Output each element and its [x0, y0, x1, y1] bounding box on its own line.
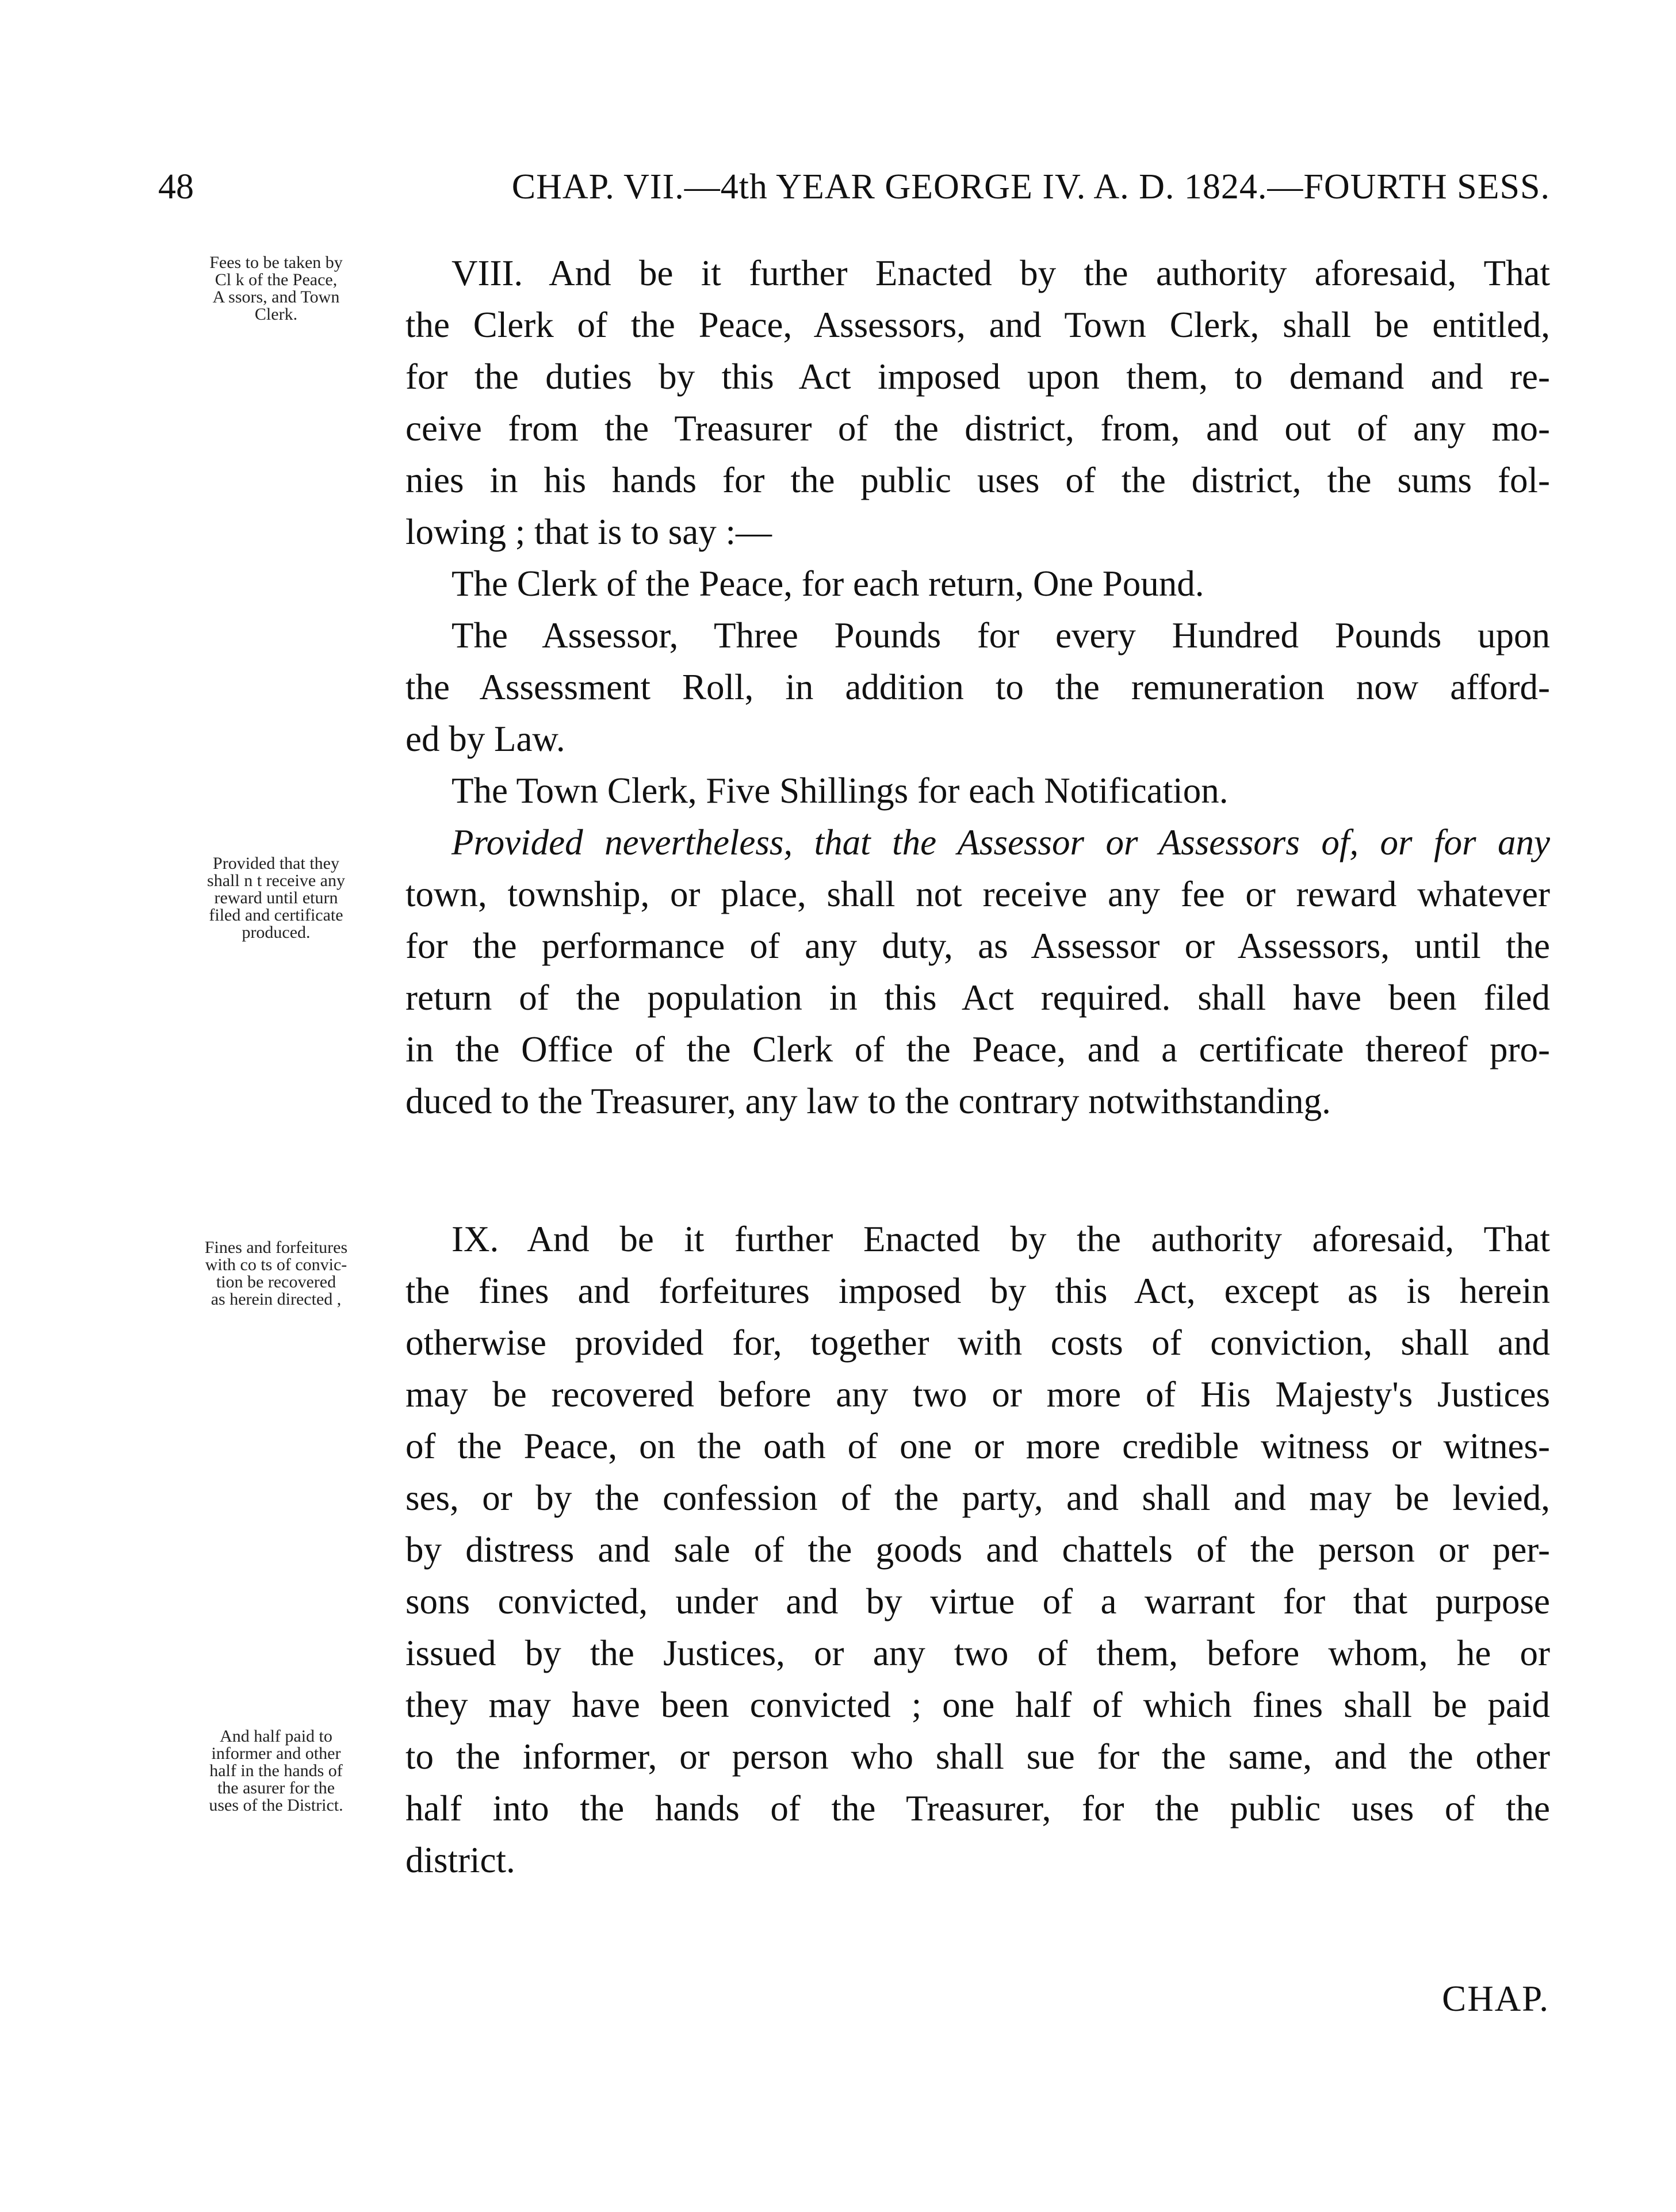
margin-note-line: shall n t receive any [207, 871, 345, 890]
running-head: CHAP. VII.—4th YEAR GEORGE IV. A. D. 1824.—FOURTH SESS. [511, 167, 1550, 206]
section-ix [405, 1213, 1550, 1886]
margin-note-line: Clerk. [254, 305, 298, 324]
margin-note-line: uses of the District. [209, 1796, 343, 1815]
text-line: lowing ; that is to say :— [405, 512, 772, 552]
margin-note-line: And half paid to [220, 1727, 332, 1746]
text-line: the Clerk of the Peace, Assessors, and Town Clerk, shall be entitled, [405, 305, 1550, 345]
margin-note-line: tion be recovered [216, 1272, 336, 1291]
clerk-fee-line: The Clerk of the Peace, for each return, One Pound. [451, 563, 1204, 604]
margin-note-half-paid [155, 1728, 397, 1814]
text-line: the fines and forfeitures imposed by this Act, except as is herein [405, 1271, 1550, 1311]
text-line: may be recovered before any two or more of His Majesty's Justices [405, 1374, 1550, 1414]
text-line: ceive from the Treasurer of the district, from, and out of any mo- [405, 408, 1550, 448]
margin-note-line: Fines and forfeitures [204, 1238, 348, 1257]
text-line: otherwise provided for, together with costs of conviction, shall and [405, 1322, 1550, 1363]
text-line: VIII. And be it further Enacted by the authority aforesaid, That [451, 253, 1550, 293]
text-line: they may have been convicted ; one half of which fines shall be paid [405, 1685, 1550, 1725]
assessor-fee-line: ed by Law. [405, 719, 565, 759]
assessor-fee-line: the Assessment Roll, in addition to the remuneration now afford- [405, 667, 1550, 707]
proviso-line: duced to the Treasurer, any law to the contrary notwithstanding. [405, 1081, 1331, 1121]
margin-note-line: Provided that they [213, 854, 339, 873]
text-line: sons convicted, under and by virtue of a warrant for that purpose [405, 1581, 1550, 1621]
text-line: issued by the Justices, or any two of them, before whom, he or [405, 1633, 1550, 1673]
assessor-fee-line: The Assessor, Three Pounds for every Hundred Pounds upon [451, 615, 1550, 655]
margin-note-proviso [155, 855, 397, 941]
proviso-line: Provided nevertheless, that the Assessor or Assessors of, or for any [451, 822, 1550, 862]
text-line: for the duties by this Act imposed upon them, to demand and re- [405, 356, 1550, 397]
margin-note-line: half in the hands of [209, 1761, 343, 1780]
margin-note-line: Fees to be taken by [209, 253, 343, 272]
margin-note-line: reward until eturn [214, 888, 338, 907]
text-line: of the Peace, on the oath of one or more credible witness or witnes- [405, 1426, 1550, 1466]
text-line: nies in his hands for the public uses of the district, the sums fol- [405, 460, 1550, 500]
margin-note-line: with co ts of convic- [205, 1255, 347, 1274]
text-line: by distress and sale of the goods and chattels of the person or per- [405, 1529, 1550, 1570]
text-line: to the informer, or person who shall sue for the same, and the other [405, 1736, 1550, 1777]
margin-note-fines [155, 1239, 397, 1308]
margin-note-line: the asurer for the [217, 1778, 335, 1797]
page-number: 48 [158, 167, 194, 206]
margin-note-line: A ssors, and Town [212, 287, 340, 306]
text-line: ses, or by the confession of the party, and shall and may be levied, [405, 1478, 1550, 1518]
town-clerk-fee-line: The Town Clerk, Five Shillings for each Notification. [451, 770, 1229, 811]
margin-note-line: as herein directed , [211, 1290, 342, 1309]
text-line: district. [405, 1840, 515, 1880]
text-line: IX. And be it further Enacted by the authority aforesaid, That [451, 1219, 1550, 1259]
catchword: CHAP. [1442, 1979, 1549, 2019]
page-header [158, 167, 1550, 218]
proviso-line: town, township, or place, shall not receive any fee or reward whatever [405, 874, 1550, 914]
margin-note-fees [155, 254, 397, 323]
margin-note-line: Cl k of the Peace, [215, 270, 338, 289]
proviso-line: for the performance of any duty, as Assessor or Assessors, until the [405, 926, 1550, 966]
margin-note-line: informer and other [211, 1744, 341, 1763]
proviso-line: in the Office of the Clerk of the Peace, and a certificate thereof pro- [405, 1029, 1550, 1069]
text-line: half into the hands of the Treasurer, for the public uses of the [405, 1788, 1550, 1828]
margin-note-line: produced. [242, 923, 311, 942]
margin-note-line: filed and certificate [209, 906, 343, 925]
proviso-line: return of the population in this Act required. shall have been filed [405, 977, 1550, 1018]
section-viii [405, 247, 1550, 1127]
